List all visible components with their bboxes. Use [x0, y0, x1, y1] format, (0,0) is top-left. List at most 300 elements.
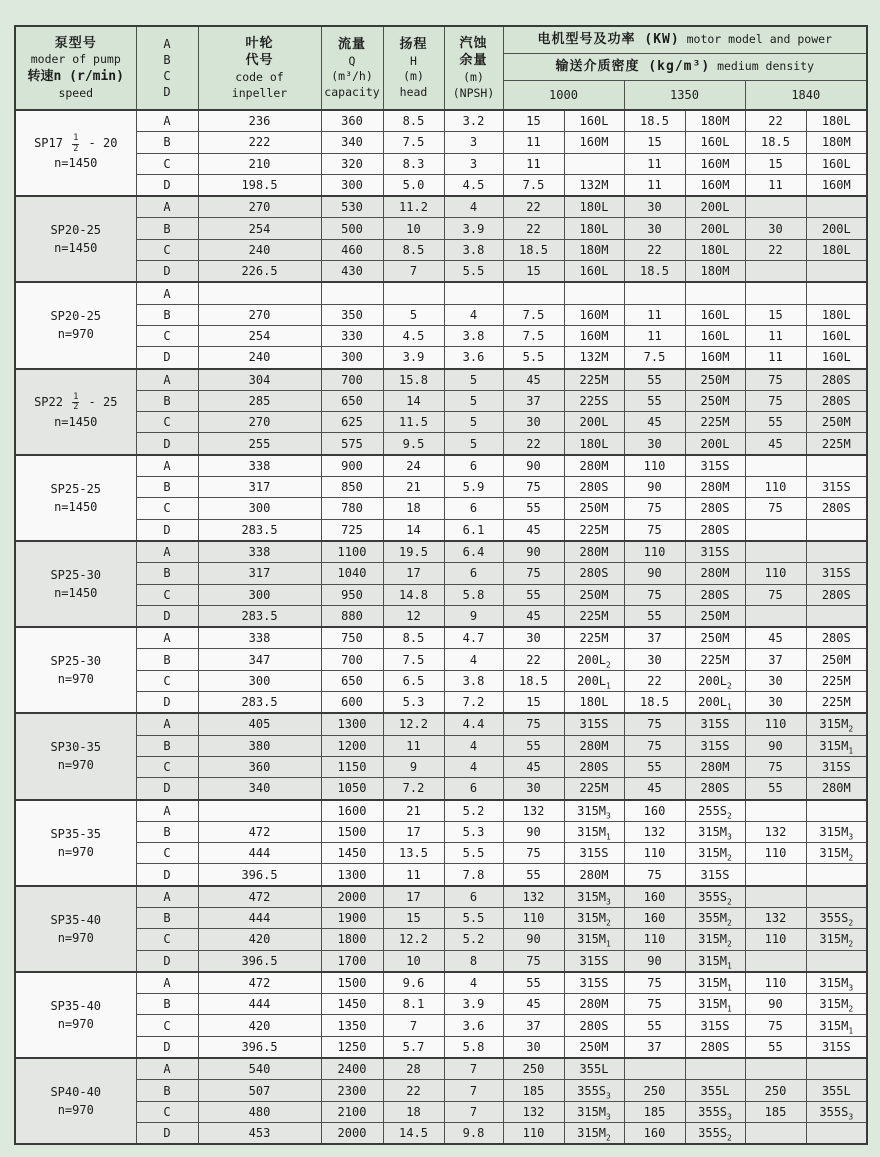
head-cell: 6.5 [383, 670, 444, 691]
pump-model-label: SP20-25 [50, 309, 102, 324]
impeller-code-cell: 444 [198, 994, 321, 1015]
pump-model-label: SP17 $\frac{1}{2}$ - 20 [34, 133, 118, 154]
motor-model-cell: 280S [564, 1015, 624, 1036]
motor-model-cell: 180M [685, 261, 745, 283]
impeller-header-cn1: 叶轮 [245, 35, 274, 51]
impeller-letter-cell: D [136, 1122, 198, 1144]
motor-model-cell [806, 1058, 867, 1080]
motor-model-cell [806, 886, 867, 908]
motor-model-cell: 132M [564, 347, 624, 369]
motor-model-cell: 200L [685, 218, 745, 239]
motor-model-cell: 280M [685, 756, 745, 777]
motor-model-cell: 355L [685, 1080, 745, 1101]
flow-cell: 750 [321, 627, 383, 649]
motor-power-cell [745, 282, 806, 304]
pump-model-cell [15, 369, 136, 455]
table-row [15, 412, 867, 433]
motor-power-cell: 110 [624, 455, 685, 477]
table-row [15, 929, 867, 950]
motor-model-cell: 160L [685, 304, 745, 325]
impeller-code-cell: 198.5 [198, 174, 321, 196]
motor-power-cell: 45 [503, 994, 564, 1015]
col-header-flow [321, 26, 383, 110]
motor-power-cell: 75 [624, 735, 685, 756]
motor-model-cell [685, 282, 745, 304]
npsh-cell: 3.8 [444, 670, 503, 691]
head-cell: 7.5 [383, 649, 444, 670]
motor-model-cell: 250M [564, 498, 624, 519]
motor-model-cell: 280M [564, 735, 624, 756]
table-row [15, 196, 867, 218]
motor-model-cell: 280S [564, 756, 624, 777]
flow-cell: 500 [321, 218, 383, 239]
motor-model-cell: 160M [685, 153, 745, 174]
motor-power-cell: 160 [624, 886, 685, 908]
head-cell: 8.5 [383, 110, 444, 132]
npsh-header-en: (NPSH) [452, 85, 495, 100]
motor-power-cell: 110 [745, 713, 806, 735]
pump-model-label: SP40-40 [50, 1085, 102, 1100]
motor-model-cell: 160L [806, 325, 867, 346]
table-row [15, 174, 867, 196]
motor-power-cell: 132 [745, 821, 806, 842]
motor-model-cell: 225S [564, 390, 624, 411]
npsh-cell: 7 [444, 1058, 503, 1080]
impeller-letter-cell: A [136, 196, 198, 218]
motor-model-cell: 250M [564, 1036, 624, 1058]
motor-power-cell: 160 [624, 1122, 685, 1144]
table-row [15, 864, 867, 886]
motor-power-cell: 90 [503, 455, 564, 477]
motor-model-cell: 315S [806, 756, 867, 777]
motor-model-cell: $315M_2$ [806, 994, 867, 1015]
motor-title-zh: 电机型号及功率 (KW) [537, 31, 680, 47]
npsh-cell: 5 [444, 412, 503, 433]
flow-header-cn: 流量 [337, 36, 366, 52]
head-cell: 7.2 [383, 778, 444, 800]
motor-power-cell: 30 [503, 412, 564, 433]
impeller-letter-cell: A [136, 713, 198, 735]
head-cell: 15.8 [383, 369, 444, 391]
motor-power-cell: 15 [745, 153, 806, 174]
impeller-letter-cell: B [136, 390, 198, 411]
impeller-code-cell: 444 [198, 843, 321, 864]
table-row [15, 261, 867, 283]
head-cell: 8.5 [383, 239, 444, 260]
motor-power-cell: 45 [624, 778, 685, 800]
motor-power-cell: 185 [624, 1101, 685, 1122]
head-cell: 11 [383, 864, 444, 886]
motor-power-cell: 55 [745, 1036, 806, 1058]
flow-cell: 1500 [321, 821, 383, 842]
npsh-cell: 5.2 [444, 800, 503, 822]
density-1350-header: 1350 [624, 80, 745, 110]
impeller-code-cell: 340 [198, 778, 321, 800]
motor-model-cell: $355S_3$ [806, 1101, 867, 1122]
motor-power-cell [624, 282, 685, 304]
impeller-letter-cell: D [136, 174, 198, 196]
motor-model-cell: 315S [685, 1015, 745, 1036]
motor-power-cell: 110 [624, 929, 685, 950]
flow-cell: 575 [321, 433, 383, 455]
impeller-letter-cell: A [136, 541, 198, 563]
motor-model-cell: 132M [564, 174, 624, 196]
head-cell: 17 [383, 821, 444, 842]
npsh-cell: 5.9 [444, 477, 503, 498]
impeller-code-cell: 540 [198, 1058, 321, 1080]
flow-cell: 1800 [321, 929, 383, 950]
flow-cell: 850 [321, 477, 383, 498]
motor-power-cell: 90 [745, 735, 806, 756]
table-row [15, 369, 867, 391]
motor-model-cell: $355S_2$ [685, 886, 745, 908]
table-row [15, 778, 867, 800]
head-cell: 8.5 [383, 627, 444, 649]
motor-model-cell: $315M_3$ [564, 800, 624, 822]
head-header-cn: 扬程 [399, 36, 428, 52]
head-header-symbol: H [410, 53, 417, 68]
impeller-code-cell: 270 [198, 196, 321, 218]
impeller-letter-cell: D [136, 1036, 198, 1058]
motor-power-cell [745, 1058, 806, 1080]
motor-model-cell: 280S [806, 584, 867, 605]
pump-speed-label: n=970 [57, 327, 94, 342]
head-cell: 4.5 [383, 325, 444, 346]
motor-power-cell: 45 [503, 605, 564, 627]
motor-model-cell: 355L [564, 1058, 624, 1080]
motor-power-cell: 110 [503, 907, 564, 928]
motor-power-cell [745, 886, 806, 908]
density-title-en: medium density [710, 58, 815, 73]
table-row [15, 1015, 867, 1036]
motor-power-cell: 18.5 [503, 239, 564, 260]
head-cell: 24 [383, 455, 444, 477]
motor-power-cell: 18.5 [503, 670, 564, 691]
motor-title-en: motor model and power [679, 31, 833, 46]
npsh-cell: 5.5 [444, 843, 503, 864]
motor-power-cell: 132 [745, 907, 806, 928]
impeller-code-cell: 283.5 [198, 692, 321, 714]
motor-model-cell: $315M_3$ [806, 972, 867, 994]
motor-model-cell: $355S_3$ [564, 1080, 624, 1101]
motor-power-cell: 110 [745, 563, 806, 584]
npsh-cell [444, 282, 503, 304]
letter-c-label: C [163, 69, 171, 83]
pump-model-cell [15, 282, 136, 368]
motor-model-cell: $315M_2$ [564, 1122, 624, 1144]
impeller-letter-cell: B [136, 1080, 198, 1101]
motor-power-cell [745, 455, 806, 477]
motor-power-cell: 30 [503, 1036, 564, 1058]
pump-speed-label: n=970 [57, 930, 94, 945]
motor-model-cell: 280S [685, 1036, 745, 1058]
head-cell: 14 [383, 519, 444, 541]
flow-cell: 360 [321, 110, 383, 132]
motor-power-cell: 37 [503, 390, 564, 411]
impeller-header-cn2: 代号 [245, 53, 274, 69]
motor-power-cell: 55 [503, 498, 564, 519]
flow-cell: 1350 [321, 1015, 383, 1036]
flow-header-unit: (m³/h) [331, 69, 373, 84]
npsh-cell: 5.2 [444, 929, 503, 950]
impeller-letter-cell: D [136, 347, 198, 369]
motor-model-cell: 200L [564, 412, 624, 433]
npsh-cell: 3.6 [444, 1015, 503, 1036]
pump-model-label: SP25-30 [50, 654, 102, 669]
flow-cell: 1050 [321, 778, 383, 800]
motor-power-cell: 90 [503, 541, 564, 563]
head-cell: 8.1 [383, 994, 444, 1015]
motor-power-cell: 7.5 [503, 174, 564, 196]
motor-model-cell: $315M_2$ [806, 843, 867, 864]
motor-power-cell: 45 [745, 627, 806, 649]
flow-cell: 1700 [321, 950, 383, 972]
impeller-letter-cell: C [136, 1101, 198, 1122]
motor-model-cell: 280S [564, 563, 624, 584]
impeller-code-cell: 240 [198, 347, 321, 369]
motor-power-cell: 75 [745, 584, 806, 605]
head-cell [383, 282, 444, 304]
impeller-letter-cell: B [136, 477, 198, 498]
motor-power-cell: 75 [503, 713, 564, 735]
table-row [15, 239, 867, 260]
impeller-code-cell: 453 [198, 1122, 321, 1144]
impeller-code-cell: 317 [198, 477, 321, 498]
impeller-letter-cell: D [136, 605, 198, 627]
head-cell: 22 [383, 1080, 444, 1101]
impeller-letter-cell: B [136, 907, 198, 928]
impeller-letter-cell: C [136, 412, 198, 433]
motor-model-cell: 160M [806, 174, 867, 196]
motor-model-cell: 280M [564, 994, 624, 1015]
impeller-code-cell [198, 800, 321, 822]
impeller-code-cell: 338 [198, 455, 321, 477]
motor-model-cell [806, 800, 867, 822]
impeller-letter-cell: D [136, 864, 198, 886]
motor-power-cell: 37 [624, 627, 685, 649]
col-header-letters [136, 26, 198, 110]
fraction: $\frac{1}{2}$ [73, 133, 79, 154]
motor-power-cell [745, 541, 806, 563]
head-cell: 21 [383, 477, 444, 498]
pump-speed-label: n=970 [57, 758, 94, 773]
motor-power-cell: 5.5 [503, 347, 564, 369]
pump-speed-label: n=970 [57, 1016, 94, 1031]
impeller-letter-cell: C [136, 843, 198, 864]
table-row [15, 132, 867, 153]
table-row [15, 304, 867, 325]
impeller-code-cell: 360 [198, 756, 321, 777]
pump-speed-header-cn: 转速n (r/min) [27, 69, 124, 84]
motor-power-cell: 75 [624, 519, 685, 541]
table-row [15, 907, 867, 928]
motor-model-cell: 160L [685, 132, 745, 153]
flow-cell: 1600 [321, 800, 383, 822]
motor-power-cell: 22 [624, 670, 685, 691]
flow-cell: 700 [321, 369, 383, 391]
flow-cell: 1150 [321, 756, 383, 777]
letter-b-label: B [163, 52, 171, 67]
motor-model-cell: $315M_1$ [685, 950, 745, 972]
motor-model-cell: $315M_1$ [685, 972, 745, 994]
col-header-pump-model [15, 26, 136, 110]
table-row [15, 541, 867, 563]
motor-model-cell: 180L [564, 433, 624, 455]
motor-model-cell: 180M [685, 110, 745, 132]
pump-model-cell [15, 1058, 136, 1144]
head-cell: 15 [383, 907, 444, 928]
head-cell: 7.5 [383, 132, 444, 153]
head-header-unit: (m) [403, 69, 424, 84]
npsh-cell: 6 [444, 778, 503, 800]
impeller-code-cell: 285 [198, 390, 321, 411]
motor-power-cell: 30 [624, 218, 685, 239]
table-row [15, 843, 867, 864]
impeller-letter-cell: B [136, 218, 198, 239]
npsh-cell: 4.5 [444, 174, 503, 196]
table-row [15, 218, 867, 239]
motor-power-cell: 55 [503, 864, 564, 886]
motor-model-cell: $315M_2$ [564, 907, 624, 928]
table-row [15, 950, 867, 972]
motor-power-cell: 30 [745, 670, 806, 691]
motor-power-cell: 55 [503, 735, 564, 756]
motor-model-cell [564, 282, 624, 304]
npsh-header-cn1: 汽蚀 [459, 35, 488, 51]
head-cell: 5.0 [383, 174, 444, 196]
impeller-code-cell: 283.5 [198, 605, 321, 627]
motor-model-cell [806, 519, 867, 541]
impeller-header-en2: inpeller [231, 85, 288, 100]
head-cell: 14.8 [383, 584, 444, 605]
motor-model-cell: $355S_2$ [806, 907, 867, 928]
motor-power-cell [745, 605, 806, 627]
motor-power-cell: 7.5 [624, 347, 685, 369]
motor-model-cell [806, 196, 867, 218]
motor-model-cell: $315M_1$ [564, 821, 624, 842]
table-row [15, 1036, 867, 1058]
motor-model-cell: 250M [685, 627, 745, 649]
motor-model-cell: $355S_2$ [685, 1122, 745, 1144]
motor-model-cell: $200L_2$ [685, 670, 745, 691]
motor-power-cell: 11 [624, 174, 685, 196]
motor-model-cell: 250M [564, 584, 624, 605]
impeller-letter-cell: C [136, 498, 198, 519]
impeller-header-en1: code of [235, 70, 284, 85]
flow-cell: 600 [321, 692, 383, 714]
head-cell: 11.2 [383, 196, 444, 218]
npsh-cell: 3.2 [444, 110, 503, 132]
motor-model-cell: 225M [564, 627, 624, 649]
impeller-code-cell: 304 [198, 369, 321, 391]
impeller-letter-cell: D [136, 261, 198, 283]
pump-model-label: SP30-35 [50, 740, 102, 755]
head-cell: 19.5 [383, 541, 444, 563]
motor-power-cell: 15 [503, 692, 564, 714]
flow-cell: 2300 [321, 1080, 383, 1101]
motor-power-cell: 185 [745, 1101, 806, 1122]
motor-power-cell: 55 [503, 972, 564, 994]
flow-header-symbol: Q [348, 53, 356, 68]
impeller-code-cell: 222 [198, 132, 321, 153]
motor-model-cell: 280S [806, 390, 867, 411]
pump-model-label: SP25-30 [50, 568, 102, 583]
motor-power-cell: 110 [624, 541, 685, 563]
motor-power-cell: 30 [503, 627, 564, 649]
motor-power-cell: 110 [745, 477, 806, 498]
motor-model-cell: 180L [564, 218, 624, 239]
pump-model-label: SP35-40 [50, 912, 102, 927]
pump-speed-label: n=1450 [54, 586, 98, 601]
impeller-letter-cell: C [136, 153, 198, 174]
motor-model-cell: 180L [685, 239, 745, 260]
motor-model-cell: $315M_2$ [685, 929, 745, 950]
motor-power-cell: 30 [624, 433, 685, 455]
motor-model-cell: 250M [806, 649, 867, 670]
pump-model-label: SP20-25 [50, 223, 102, 238]
impeller-letter-cell: A [136, 282, 198, 304]
motor-power-cell: 110 [745, 843, 806, 864]
flow-cell: 530 [321, 196, 383, 218]
motor-model-cell: 250M [806, 412, 867, 433]
motor-model-cell: $315M_2$ [806, 713, 867, 735]
impeller-letter-cell: A [136, 972, 198, 994]
flow-cell: 700 [321, 649, 383, 670]
table-row [15, 627, 867, 649]
impeller-letter-cell: D [136, 519, 198, 541]
npsh-cell: 6 [444, 886, 503, 908]
flow-cell: 1450 [321, 994, 383, 1015]
head-cell: 7 [383, 1015, 444, 1036]
motor-power-cell: 15 [745, 304, 806, 325]
head-cell: 12.2 [383, 929, 444, 950]
npsh-cell: 4 [444, 649, 503, 670]
motor-power-cell: 160 [624, 907, 685, 928]
motor-model-cell: 200L [806, 218, 867, 239]
flow-cell: 950 [321, 584, 383, 605]
flow-cell: 1040 [321, 563, 383, 584]
head-cell: 9.6 [383, 972, 444, 994]
impeller-code-cell: 420 [198, 929, 321, 950]
impeller-code-cell: 480 [198, 1101, 321, 1122]
motor-power-cell: 18.5 [745, 132, 806, 153]
density-title-zh: 输送介质密度 (kg/m³) [555, 58, 711, 74]
motor-power-cell: 45 [503, 369, 564, 391]
table-row [15, 519, 867, 541]
motor-power-cell: 75 [503, 477, 564, 498]
npsh-cell: 5.3 [444, 821, 503, 842]
npsh-cell: 4.4 [444, 713, 503, 735]
table-row [15, 1122, 867, 1144]
pump-model-label: SP25-25 [50, 481, 102, 496]
motor-power-cell: 7.5 [503, 304, 564, 325]
impeller-code-cell: 254 [198, 218, 321, 239]
motor-power-cell: 55 [624, 605, 685, 627]
motor-model-cell: 180M [806, 132, 867, 153]
motor-power-cell [745, 1122, 806, 1144]
npsh-cell: 3.8 [444, 325, 503, 346]
motor-model-cell [806, 864, 867, 886]
motor-power-cell: 75 [745, 756, 806, 777]
motor-model-cell: 280M [685, 563, 745, 584]
impeller-letter-cell: A [136, 800, 198, 822]
motor-power-cell [745, 864, 806, 886]
table-row [15, 1058, 867, 1080]
impeller-letter-cell: A [136, 369, 198, 391]
motor-model-cell: 160L [564, 261, 624, 283]
motor-power-cell: 18.5 [624, 692, 685, 714]
pump-spec-table [14, 25, 868, 1145]
